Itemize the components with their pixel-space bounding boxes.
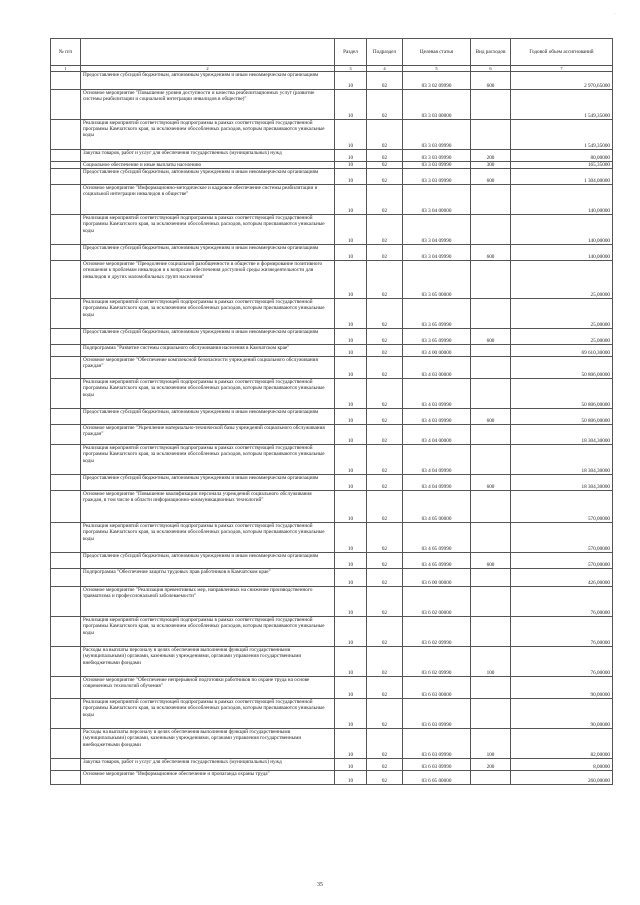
table-row bbox=[51, 553, 613, 569]
row-section: 10 bbox=[335, 357, 367, 379]
row-section: 10 bbox=[335, 587, 367, 617]
table-row bbox=[51, 215, 613, 245]
row-exptype: 200 bbox=[471, 150, 511, 162]
row-number bbox=[51, 299, 81, 329]
row-number bbox=[51, 357, 81, 379]
row-subsection: 02 bbox=[367, 759, 403, 771]
row-target: 03 3 03 00000 bbox=[403, 90, 471, 120]
row-exptype bbox=[471, 445, 511, 475]
table-row bbox=[51, 771, 613, 785]
row-subsection: 02 bbox=[367, 729, 403, 759]
table-row bbox=[51, 409, 613, 425]
row-total: 25,00000 bbox=[511, 299, 613, 329]
row-number bbox=[51, 475, 81, 491]
header-subsection: Подраздел bbox=[367, 39, 403, 66]
row-number bbox=[51, 491, 81, 523]
table-row bbox=[51, 569, 613, 587]
row-subsection: 02 bbox=[367, 699, 403, 729]
row-total: 2 970,65000 bbox=[511, 72, 613, 90]
row-section: 10 bbox=[335, 569, 367, 587]
row-subsection: 02 bbox=[367, 345, 403, 357]
table-row bbox=[51, 150, 613, 162]
row-target: 03 4 04 00000 bbox=[403, 425, 471, 445]
row-subsection: 02 bbox=[367, 72, 403, 90]
row-total: 426,00000 bbox=[511, 569, 613, 587]
row-name: Предоставление субсидий бюджетным, автономным учреждениям и иным некоммерческим организациям bbox=[81, 245, 335, 261]
row-total: 50 806,00000 bbox=[511, 357, 613, 379]
row-name: Реализация мероприятий соответствующей подпрограммы в рамках соответствующей государственной программы Камчатского края, за исключением обособленных расходов, которым присваиваются уникальные коды bbox=[81, 120, 335, 150]
row-number bbox=[51, 677, 81, 699]
row-section: 10 bbox=[335, 162, 367, 169]
row-exptype bbox=[471, 491, 511, 523]
row-exptype: 100 bbox=[471, 729, 511, 759]
row-total: 570,00000 bbox=[511, 553, 613, 569]
row-exptype bbox=[471, 699, 511, 729]
table-row bbox=[51, 759, 613, 771]
row-name: Основное мероприятие "Информационно-методическое и кадровое обеспечение системы реабилитации и социальной интеграции инвалидов в обществе" bbox=[81, 185, 335, 215]
row-target: 03 6 03 00000 bbox=[403, 677, 471, 699]
row-subsection: 02 bbox=[367, 215, 403, 245]
row-target: 03 4 05 09990 bbox=[403, 553, 471, 569]
row-section: 10 bbox=[335, 299, 367, 329]
row-section: 10 bbox=[335, 445, 367, 475]
row-number bbox=[51, 647, 81, 677]
row-subsection: 02 bbox=[367, 647, 403, 677]
row-name: Подпрограмма "Развитие системы социального обслуживания населения в Камчатском крае" bbox=[81, 345, 335, 357]
table-row bbox=[51, 699, 613, 729]
row-name: Основное мероприятие "Обеспечение комплексной безопасности учреждений социального обслуживания граждан" bbox=[81, 357, 335, 379]
row-total: 50 806,00000 bbox=[511, 409, 613, 425]
table-row bbox=[51, 379, 613, 409]
row-total: 76,00000 bbox=[511, 617, 613, 647]
header-exptype: Вид расходов bbox=[471, 39, 511, 66]
row-total: 90,00000 bbox=[511, 699, 613, 729]
row-name: Реализация мероприятий соответствующей подпрограммы в рамках соответствующей государственной программы Камчатского края, за исключением обособленных расходов, которым присваиваются уникальные коды bbox=[81, 445, 335, 475]
row-exptype bbox=[471, 345, 511, 357]
row-subsection: 02 bbox=[367, 245, 403, 261]
row-section: 10 bbox=[335, 150, 367, 162]
row-number bbox=[51, 150, 81, 162]
row-total: 25,00000 bbox=[511, 261, 613, 299]
row-target: 03 3 05 09990 bbox=[403, 329, 471, 345]
row-subsection: 02 bbox=[367, 523, 403, 553]
row-target: 03 3 02 09990 bbox=[403, 72, 471, 90]
row-subsection: 02 bbox=[367, 185, 403, 215]
row-name: Реализация мероприятий соответствующей подпрограммы в рамках соответствующей государственной программы Камчатского края, за исключением обособленных расходов, которым присваиваются уникальные коды bbox=[81, 617, 335, 647]
row-total: 82,00000 bbox=[511, 729, 613, 759]
table-row bbox=[51, 162, 613, 169]
table-row bbox=[51, 677, 613, 699]
row-subsection: 02 bbox=[367, 491, 403, 523]
table-row bbox=[51, 617, 613, 647]
row-target: 03 4 05 00000 bbox=[403, 491, 471, 523]
row-target: 03 3 05 09990 bbox=[403, 299, 471, 329]
table-row bbox=[51, 357, 613, 379]
corner-mark: · bbox=[614, 12, 616, 17]
header-target: Целевая статья bbox=[403, 39, 471, 66]
table-header-row bbox=[51, 39, 613, 66]
row-number bbox=[51, 409, 81, 425]
row-number bbox=[51, 425, 81, 445]
row-total: 80,00000 bbox=[511, 150, 613, 162]
row-number bbox=[51, 587, 81, 617]
row-subsection: 02 bbox=[367, 569, 403, 587]
row-name: Расходы на выплаты персоналу в целях обеспечения выполнения функций государственными (муниципальными) органами, казенными учреждениями, органами управления государственными внебюджетными фондами bbox=[81, 647, 335, 677]
row-total: 90,00000 bbox=[511, 677, 613, 699]
row-section: 10 bbox=[335, 90, 367, 120]
table-row bbox=[51, 587, 613, 617]
row-subsection: 02 bbox=[367, 169, 403, 185]
row-subsection: 02 bbox=[367, 617, 403, 647]
row-number bbox=[51, 759, 81, 771]
row-section: 10 bbox=[335, 409, 367, 425]
row-exptype bbox=[471, 677, 511, 699]
row-section: 10 bbox=[335, 617, 367, 647]
row-subsection: 02 bbox=[367, 357, 403, 379]
row-name: Реализация мероприятий соответствующей подпрограммы в рамках соответствующей государственной программы Камчатского края, за исключением обособленных расходов, которым присваиваются уникальные коды bbox=[81, 699, 335, 729]
row-name: Основное мероприятие "Информационное обеспечение и пропаганда охраны труда" bbox=[81, 771, 335, 785]
row-number bbox=[51, 329, 81, 345]
row-total: 18 304,30000 bbox=[511, 475, 613, 491]
row-target: 03 6 05 00000 bbox=[403, 771, 471, 785]
row-name: Реализация мероприятий соответствующей подпрограммы в рамках соответствующей государственной программы Камчатского края, за исключением обособленных расходов, которым присваиваются уникальные коды bbox=[81, 523, 335, 553]
table-row bbox=[51, 345, 613, 357]
row-section: 10 bbox=[335, 425, 367, 445]
row-section: 10 bbox=[335, 523, 367, 553]
row-section: 10 bbox=[335, 261, 367, 299]
row-subsection: 02 bbox=[367, 425, 403, 445]
row-name: Предоставление субсидий бюджетным, автономным учреждениям и иным некоммерческим организациям bbox=[81, 475, 335, 491]
row-target: 03 6 00 00000 bbox=[403, 569, 471, 587]
row-section: 10 bbox=[335, 215, 367, 245]
row-total: 69 610,30000 bbox=[511, 345, 613, 357]
row-section: 10 bbox=[335, 647, 367, 677]
row-section: 10 bbox=[335, 729, 367, 759]
row-subsection: 02 bbox=[367, 162, 403, 169]
row-name: Предоставление субсидий бюджетным, автономным учреждениям и иным некоммерческим организациям bbox=[81, 409, 335, 425]
row-number bbox=[51, 90, 81, 120]
row-name: Предоставление субсидий бюджетным, автономным учреждениям и иным некоммерческим организациям bbox=[81, 72, 335, 90]
row-section: 10 bbox=[335, 185, 367, 215]
row-target: 03 3 03 09990 bbox=[403, 120, 471, 150]
row-number bbox=[51, 523, 81, 553]
row-subsection: 02 bbox=[367, 475, 403, 491]
column-number: 4 bbox=[367, 66, 403, 72]
row-exptype: 300 bbox=[471, 162, 511, 169]
row-exptype: 600 bbox=[471, 475, 511, 491]
row-subsection: 02 bbox=[367, 261, 403, 299]
row-exptype bbox=[471, 569, 511, 587]
row-section: 10 bbox=[335, 120, 367, 150]
row-name: Основное мероприятие "Преодоление социальной разобщенности в обществе и формирование позитивного отношения к проблемам инвалидов и к вопросам обеспечения доступной среды жизнедеятельности для инвалидов и других маломобильных групп населения" bbox=[81, 261, 335, 299]
column-number: 6 bbox=[471, 66, 511, 72]
table-row bbox=[51, 261, 613, 299]
row-number bbox=[51, 345, 81, 357]
row-number bbox=[51, 771, 81, 785]
row-name: Социальное обеспечение и иные выплаты населению bbox=[81, 162, 335, 169]
table-body bbox=[51, 72, 613, 785]
row-total: 18 304,30000 bbox=[511, 425, 613, 445]
row-section: 10 bbox=[335, 245, 367, 261]
row-target: 03 4 03 00000 bbox=[403, 357, 471, 379]
table-row bbox=[51, 185, 613, 215]
row-total: 570,00000 bbox=[511, 523, 613, 553]
row-total: 25,00000 bbox=[511, 329, 613, 345]
table-row bbox=[51, 425, 613, 445]
row-name: Предоставление субсидий бюджетным, автономным учреждениям и иным некоммерческим организациям bbox=[81, 169, 335, 185]
row-total: 50 806,00000 bbox=[511, 379, 613, 409]
row-section: 10 bbox=[335, 475, 367, 491]
row-exptype bbox=[471, 215, 511, 245]
row-total: 8,00000 bbox=[511, 759, 613, 771]
row-target: 03 6 02 09990 bbox=[403, 617, 471, 647]
row-subsection: 02 bbox=[367, 445, 403, 475]
column-number: 3 bbox=[335, 66, 367, 72]
table-row bbox=[51, 90, 613, 120]
row-subsection: 02 bbox=[367, 120, 403, 150]
row-exptype bbox=[471, 357, 511, 379]
row-name: Основное мероприятие "Повышение квалификации персонала учреждений социального обслуживания граждан, в том числе в области информационно-коммуникационных технологий" bbox=[81, 491, 335, 523]
row-target: 03 6 03 09990 bbox=[403, 699, 471, 729]
header-name bbox=[81, 39, 335, 66]
row-target: 03 3 03 09990 bbox=[403, 162, 471, 169]
row-number bbox=[51, 445, 81, 475]
header-num: № п/п bbox=[51, 39, 81, 66]
row-section: 10 bbox=[335, 759, 367, 771]
row-section: 10 bbox=[335, 553, 367, 569]
row-exptype bbox=[471, 120, 511, 150]
row-number bbox=[51, 169, 81, 185]
page-number: 35 bbox=[317, 882, 323, 888]
row-number bbox=[51, 569, 81, 587]
row-subsection: 02 bbox=[367, 587, 403, 617]
row-total: 140,00000 bbox=[511, 245, 613, 261]
row-number bbox=[51, 617, 81, 647]
row-target: 03 3 05 00000 bbox=[403, 261, 471, 299]
row-target: 03 4 04 09990 bbox=[403, 475, 471, 491]
row-exptype bbox=[471, 771, 511, 785]
row-exptype: 600 bbox=[471, 329, 511, 345]
row-target: 03 3 04 09990 bbox=[403, 245, 471, 261]
row-name: Расходы на выплаты персоналу в целях обеспечения выполнения функций государственными (муниципальными) органами, казенными учреждениями, органами управления государственными внебюджетными фондами bbox=[81, 729, 335, 759]
table-row bbox=[51, 475, 613, 491]
row-subsection: 02 bbox=[367, 150, 403, 162]
row-target: 03 4 00 00000 bbox=[403, 345, 471, 357]
row-exptype: 600 bbox=[471, 245, 511, 261]
row-subsection: 02 bbox=[367, 379, 403, 409]
row-target: 03 4 04 09990 bbox=[403, 445, 471, 475]
row-number bbox=[51, 215, 81, 245]
row-target: 03 6 02 00000 bbox=[403, 587, 471, 617]
row-exptype bbox=[471, 425, 511, 445]
row-exptype: 600 bbox=[471, 553, 511, 569]
column-number: 2 bbox=[81, 66, 335, 72]
row-name: Основное мероприятие "Обеспечение непрерывной подготовки работников по охране труда на основе современных технологий обучения" bbox=[81, 677, 335, 699]
row-total: 76,00000 bbox=[511, 647, 613, 677]
table-row bbox=[51, 491, 613, 523]
row-subsection: 02 bbox=[367, 299, 403, 329]
row-target: 03 6 02 09990 bbox=[403, 647, 471, 677]
row-target: 03 4 03 09990 bbox=[403, 409, 471, 425]
row-number bbox=[51, 72, 81, 90]
row-section: 10 bbox=[335, 329, 367, 345]
row-total: 165,35000 bbox=[511, 162, 613, 169]
row-total: 18 304,30000 bbox=[511, 445, 613, 475]
row-target: 03 3 04 00000 bbox=[403, 185, 471, 215]
row-number bbox=[51, 245, 81, 261]
row-subsection: 02 bbox=[367, 553, 403, 569]
row-subsection: 02 bbox=[367, 409, 403, 425]
row-total: 140,00000 bbox=[511, 215, 613, 245]
column-number: 5 bbox=[403, 66, 471, 72]
row-exptype bbox=[471, 261, 511, 299]
row-exptype bbox=[471, 617, 511, 647]
row-number bbox=[51, 729, 81, 759]
row-subsection: 02 bbox=[367, 677, 403, 699]
row-target: 03 6 03 09990 bbox=[403, 759, 471, 771]
row-subsection: 02 bbox=[367, 90, 403, 120]
column-number: 1 bbox=[51, 66, 81, 72]
table-row bbox=[51, 299, 613, 329]
row-name: Предоставление субсидий бюджетным, автономным учреждениям и иным некоммерческим организациям bbox=[81, 553, 335, 569]
row-name: Основное мероприятие "Повышение уровня доступности и качества реабилитационных услуг (развитие системы реабилитации и социальной интеграции инвалидов в обществе)" bbox=[81, 90, 335, 120]
row-number bbox=[51, 699, 81, 729]
row-exptype: 600 bbox=[471, 72, 511, 90]
row-total: 76,00000 bbox=[511, 587, 613, 617]
table-row bbox=[51, 120, 613, 150]
budget-table bbox=[50, 38, 613, 785]
column-number: 7 bbox=[511, 66, 613, 72]
row-subsection: 02 bbox=[367, 771, 403, 785]
table-row bbox=[51, 729, 613, 759]
row-total: 1 549,35000 bbox=[511, 90, 613, 120]
row-number bbox=[51, 162, 81, 169]
row-target: 03 6 03 09990 bbox=[403, 729, 471, 759]
row-section: 10 bbox=[335, 699, 367, 729]
row-exptype bbox=[471, 587, 511, 617]
row-exptype: 600 bbox=[471, 169, 511, 185]
row-name: Реализация мероприятий соответствующей подпрограммы в рамках соответствующей государственной программы Камчатского края, за исключением обособленных расходов, которым присваиваются уникальные коды bbox=[81, 379, 335, 409]
header-section: Раздел bbox=[335, 39, 367, 66]
row-section: 10 bbox=[335, 491, 367, 523]
row-target: 03 3 03 09990 bbox=[403, 169, 471, 185]
row-section: 10 bbox=[335, 169, 367, 185]
row-total: 570,00000 bbox=[511, 491, 613, 523]
row-exptype: 200 bbox=[471, 759, 511, 771]
row-number bbox=[51, 553, 81, 569]
row-exptype: 600 bbox=[471, 409, 511, 425]
row-exptype bbox=[471, 379, 511, 409]
table-row bbox=[51, 245, 613, 261]
table-row bbox=[51, 445, 613, 475]
row-section: 10 bbox=[335, 379, 367, 409]
row-name: Реализация мероприятий соответствующей подпрограммы в рамках соответствующей государственной программы Камчатского края, за исключением обособленных расходов, которым присваиваются уникальные коды bbox=[81, 215, 335, 245]
table-row bbox=[51, 72, 613, 90]
row-target: 03 4 05 09990 bbox=[403, 523, 471, 553]
row-target: 03 3 04 09990 bbox=[403, 215, 471, 245]
row-section: 10 bbox=[335, 345, 367, 357]
row-exptype bbox=[471, 90, 511, 120]
row-section: 10 bbox=[335, 771, 367, 785]
table-row bbox=[51, 647, 613, 677]
budget-table-sheet bbox=[50, 38, 612, 785]
row-number bbox=[51, 120, 81, 150]
header-total: Годовой объем ассигнований bbox=[511, 39, 613, 66]
row-name: Закупка товаров, работ и услуг для обеспечения государственных (муниципальных) нужд bbox=[81, 759, 335, 771]
row-name: Основное мероприятие "Укрепление материально-технической базы учреждений социального обслуживания граждан" bbox=[81, 425, 335, 445]
row-target: 03 4 03 09990 bbox=[403, 379, 471, 409]
row-total: 140,00000 bbox=[511, 185, 613, 215]
row-total: 260,00000 bbox=[511, 771, 613, 785]
table-row bbox=[51, 169, 613, 185]
row-number bbox=[51, 261, 81, 299]
row-number bbox=[51, 379, 81, 409]
row-exptype bbox=[471, 185, 511, 215]
row-exptype bbox=[471, 299, 511, 329]
row-section: 10 bbox=[335, 72, 367, 90]
table-row bbox=[51, 523, 613, 553]
row-exptype: 100 bbox=[471, 647, 511, 677]
row-total: 1 304,00000 bbox=[511, 169, 613, 185]
row-name: Предоставление субсидий бюджетным, автономным учреждениям и иным некоммерческим организациям bbox=[81, 329, 335, 345]
row-number bbox=[51, 185, 81, 215]
row-name: Реализация мероприятий соответствующей подпрограммы в рамках соответствующей государственной программы Камчатского края, за исключением обособленных расходов, которым присваиваются уникальные коды bbox=[81, 299, 335, 329]
row-exptype bbox=[471, 523, 511, 553]
row-total: 1 549,35000 bbox=[511, 120, 613, 150]
row-name: Подпрограмма "Обеспечение защиты трудовых прав работников в Камчатском крае" bbox=[81, 569, 335, 587]
table-row bbox=[51, 329, 613, 345]
row-section: 10 bbox=[335, 677, 367, 699]
row-subsection: 02 bbox=[367, 329, 403, 345]
row-target: 03 3 03 09990 bbox=[403, 150, 471, 162]
row-name: Закупка товаров, работ и услуг для обеспечения государственных (муниципальных) нужд bbox=[81, 150, 335, 162]
row-name: Основное мероприятие "Реализация превентивных мер, направленных на снижение производственного травматизма и профессиональной заболеваемости" bbox=[81, 587, 335, 617]
